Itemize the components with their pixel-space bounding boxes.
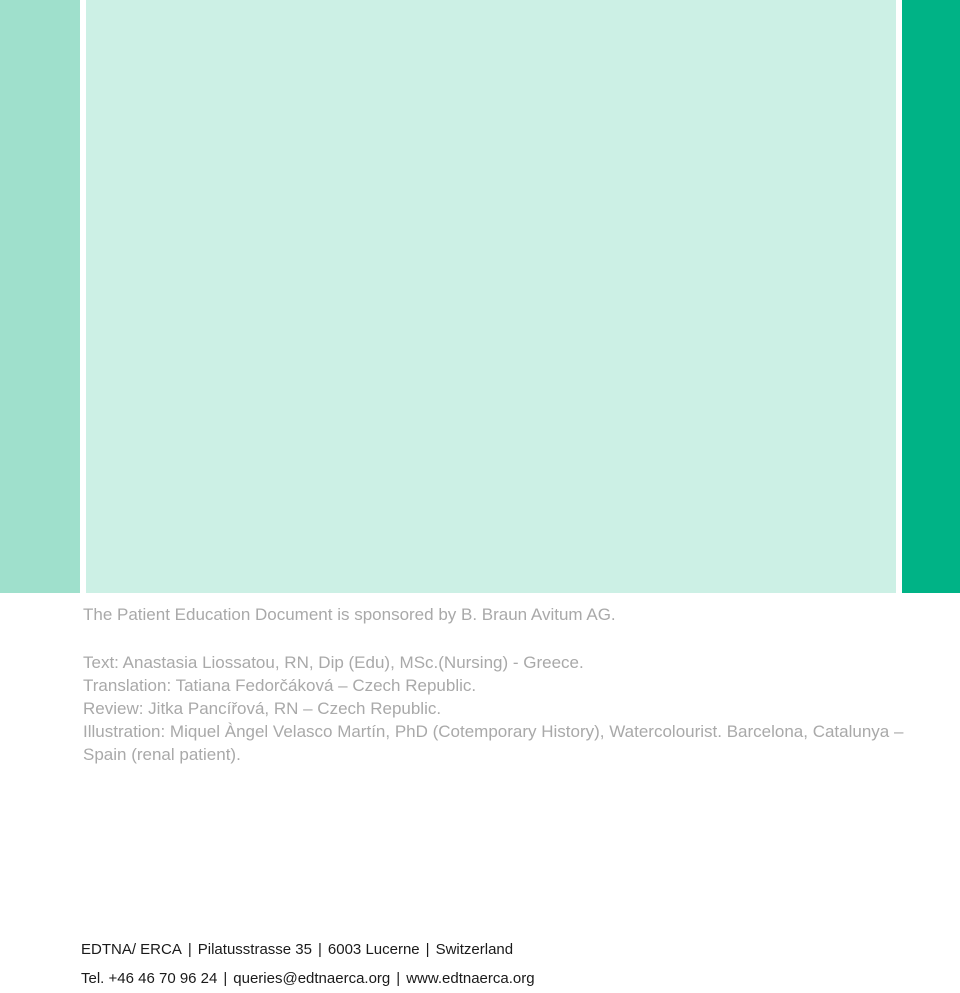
illustration-text: Illustration: Miquel Àngel Velasco Martín, PhD (Cotemporary History), Watercolourist. Barcelona, Catalunya – Spain (renal patient).	[83, 722, 904, 764]
credits-block	[83, 603, 943, 766]
footer-org: EDTNA/ ERCA	[81, 941, 182, 958]
footer-website-link[interactable]: www.edtnaerca.org	[406, 970, 535, 987]
author-text: Text: Anastasia Liossatou, RN, Dip (Edu), MSc.(Nursing) - Greece.	[83, 653, 584, 672]
sponsor-text: The Patient Education Document is sponsored by B. Braun Avitum AG.	[83, 605, 616, 624]
footer-phone: Tel. +46 46 70 96 24	[81, 970, 218, 987]
footer-street: Pilatusstrasse 35	[197, 941, 312, 958]
cover-band-left	[0, 0, 80, 593]
footer-country: Switzerland	[435, 941, 514, 958]
cover-band-center	[86, 0, 896, 593]
footer-city: 6003 Lucerne	[327, 941, 420, 958]
footer-separator: |	[425, 941, 430, 958]
footer-separator: |	[187, 941, 192, 958]
translation-text: Translation: Tatiana Fedorčáková – Czech Republic.	[83, 676, 477, 695]
footer-contact-row	[81, 970, 941, 987]
footer-email-link[interactable]: queries@edtnaerca.org	[233, 970, 391, 987]
footer-separator: |	[396, 970, 401, 987]
footer-separator: |	[223, 970, 228, 987]
footer-address-row	[81, 941, 941, 958]
footer-separator: |	[318, 941, 322, 958]
review-text: Review: Jitka Pancířová, RN – Czech Republic.	[83, 699, 442, 718]
cover-band-right	[902, 0, 960, 593]
